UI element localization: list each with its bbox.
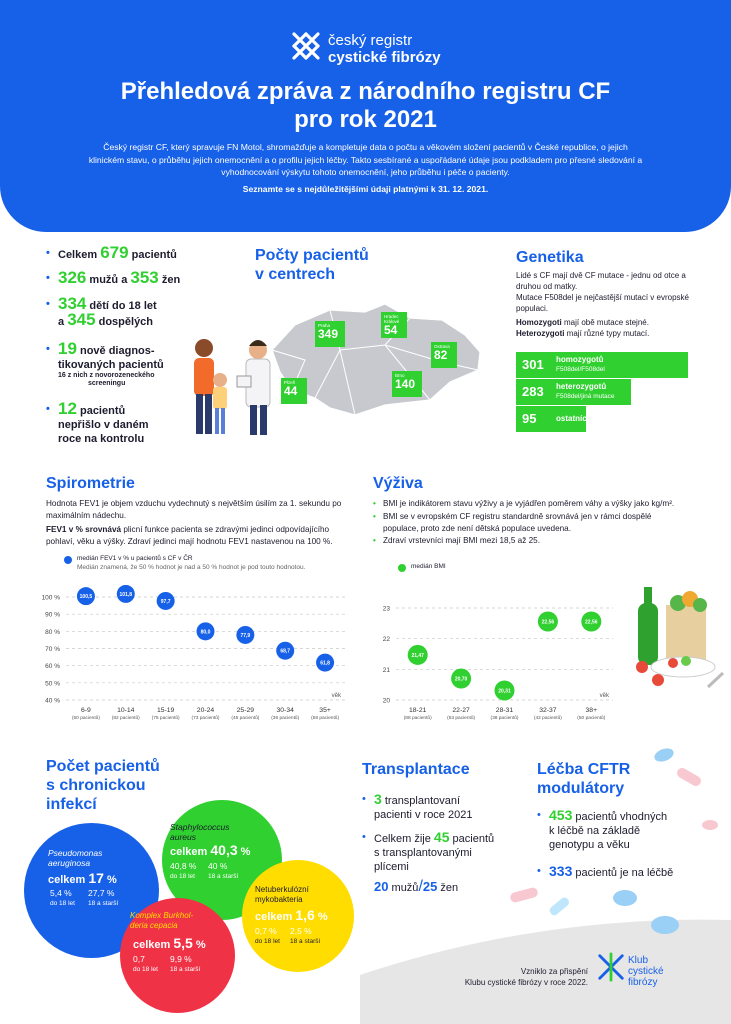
center-pin-4 [431, 342, 457, 368]
center-pin-0 [281, 378, 307, 404]
data-label: 61,8 [320, 660, 330, 667]
x-tick-label: 20-24 [196, 707, 215, 714]
title-line1: Přehledová zpráva z národního registru CF [120, 78, 611, 105]
y-tick-label: 90 % [45, 611, 60, 619]
cftr-title: Léčba CFTR modulátory [537, 761, 631, 797]
axis-unit: věk [599, 693, 609, 699]
data-label: 97,7 [160, 598, 171, 605]
center-city: Praha [318, 323, 331, 328]
bmi-legend-dot [398, 564, 406, 572]
club-logo-text: Klub cystické fibrózy [628, 955, 664, 988]
x-subtick-label: (73 pacientů) [191, 716, 220, 721]
axis-unit: věk [331, 693, 341, 699]
y-tick-label: 60 % [45, 663, 60, 671]
logo-line1: český registr [328, 32, 413, 49]
staph-la: do 18 let [170, 873, 195, 880]
czech-map [180, 290, 500, 460]
centers-title: Počty pacientů v centrech [255, 247, 369, 283]
data-label: 22,56 [541, 619, 555, 626]
burk-b: 9,9 % [170, 954, 192, 964]
data-label: 20,70 [454, 676, 468, 683]
stat-total: • Celkem 679 pacientů [46, 246, 177, 262]
spirometry-title: Spirometrie [46, 475, 135, 492]
fev-chart [40, 585, 350, 725]
data-label: 101,8 [119, 591, 133, 598]
center-count: 82 [434, 348, 448, 362]
fev-legend-dot [64, 556, 72, 564]
x-subtick-label: (75 pacientů) [151, 716, 180, 721]
myco-a: 0,7 % [255, 926, 277, 936]
transplant-gender: 20 mužů/25 žen [374, 878, 459, 895]
pills-illustration [500, 740, 731, 940]
x-subtick-label: (58 pacientů) [311, 716, 340, 721]
data-label: 21,47 [411, 652, 424, 659]
x-subtick-label: (42 pacientů) [533, 716, 562, 721]
stat-control: • 12 pacientů nepřišlo v daném roce na kontrolu [46, 402, 148, 446]
y-tick-label: 23 [382, 605, 390, 613]
myco-lb: 18 a starší [290, 938, 321, 945]
burk-total: celkem 5,5 % [133, 935, 206, 951]
y-tick-label: 70 % [45, 646, 60, 653]
genetics-box-homo: 301 homozygotů F508del/F508del [516, 352, 688, 378]
x-tick-label: 22-27 [452, 707, 470, 714]
nutrition-bullet-1: • BMI je indikátorem stavu výživy a je vyjádřen poměrem váhy a výšky jako kg/m². [373, 498, 703, 510]
genetics-box-other: 95 ostatních [516, 406, 586, 432]
spirometry-text: Hodnota FEV1 je objem vzduchu vydechnutý s největším úsilím za 1. sekundu po maximálním nádechu. FEV1 v % srovnává plicní funkce pacienta se zdravými jedinci odpovídajícího pohlaví, věku a výšky. Zdraví jedinci mají hodnotu FEV1 nastavenou na 100 %. [46, 499, 342, 546]
pseudo-la: do 18 let [50, 900, 75, 907]
x-tick-label: 6-9 [81, 707, 91, 714]
x-subtick-label: (45 pacientů) [231, 716, 260, 721]
x-subtick-label: (50 pacientů) [577, 716, 606, 721]
staph-total: celkem 40,3 % [170, 842, 251, 858]
staph-a: 40,8 % [170, 861, 197, 871]
burk-lb: 18 a starší [170, 966, 201, 973]
y-tick-label: 50 % [45, 680, 60, 688]
burk-name: Komplex Burkhol- deria cepacia [130, 911, 194, 930]
pseudo-a: 5,4 % [50, 888, 72, 898]
transplant-title: Transplantace [362, 761, 470, 778]
intro-text: Český registr CF, který spravuje FN Motol, shromažďuje a kompletuje data o počtu a věkovém složení pacientů v České republice, o jejich klinickém stavu, o průběhu jejich onemocnění a o profilu jejich léčby. Takto sesbírané a uspořádané údaje jsou podkladem pro přesné sledování a vyhodnocování výskytu tohoto onemocnění, jeho průběhu i péče o pacienty. [88, 142, 643, 178]
x-tick-label: 25-29 [236, 707, 255, 714]
y-tick-label: 100 % [41, 594, 60, 602]
y-tick-label: 20 [382, 697, 390, 705]
transplant-item-1: • 3 transplantovaní pacienti v roce 2021 [362, 792, 472, 822]
fev-legend-note: Medián znamená, že 50 % hodnot je nad a 50 % hodnot je pod touto hodnotou. [77, 564, 306, 571]
nutrition-bullet-3: • Zdraví vrstevníci mají BMI mezi 18,5 až 25. [373, 535, 673, 547]
pseudo-b: 27,7 % [88, 888, 115, 898]
center-pin-3 [392, 371, 422, 397]
x-subtick-label: (82 pacientů) [111, 716, 140, 721]
y-tick-label: 21 [382, 666, 390, 674]
data-label: 20,31 [498, 688, 511, 695]
x-subtick-label: (36 pacientů) [271, 716, 300, 721]
people-illustration [194, 339, 270, 435]
cftr-item-1: • 453 pacientů vhodných k léčbě na základě genotypu a věku [537, 808, 667, 852]
center-count: 54 [384, 323, 398, 337]
y-tick-label: 80 % [45, 628, 60, 636]
nutrition-title: Výživa [373, 475, 423, 492]
genetics-title: Genetika [516, 249, 584, 266]
transplant-item-2: • Celkem žije 45 pacientů s transplantovanými plícemi [362, 830, 494, 874]
nutrition-bullet-2: • BMI se v evropském CF registru standardně srovnává jen v rámci dospělé populace, proto zde není dětská populace uvedena. [373, 511, 673, 534]
genetics-text: Lidé s CF mají dvě CF mutace - jednu od otce a druhou od matky. Mutace F508del je nejčastější mutací v evropské populaci. Homozygoti mají obě mutace stejné. Heterozygoti mají různé typy mutací. [516, 271, 689, 338]
data-label: 68,7 [280, 648, 291, 655]
data-label: 22,56 [585, 619, 598, 626]
registry-logo [290, 30, 470, 70]
x-subtick-label: (50 pacientů) [71, 716, 100, 721]
food-illustration [628, 575, 731, 695]
infections-title: Počet pacientů s chronickou infekcí [46, 758, 160, 813]
intro-date: Seznamte se s nejdůležitějšími údaji platnými k 31. 12. 2021. [242, 184, 489, 194]
center-pin-1 [315, 321, 345, 347]
myco-name: Netuberkulózní mykobakteria [255, 885, 309, 904]
center-pin-2 [381, 312, 407, 338]
y-tick-label: 40 % [45, 697, 60, 705]
x-subtick-label: (88 pacientů) [403, 716, 432, 721]
data-label: 100,5 [79, 594, 93, 601]
pseudo-lb: 18 a starší [88, 900, 119, 907]
staph-name: Staphylococcus aureus [170, 822, 230, 842]
fev-legend: medián FEV1 v % u pacientů s CF v ČR [77, 555, 193, 562]
myco-total: celkem 1,6 % [255, 907, 328, 923]
stat-age: • 334 dětí do 18 let a 345 dospělých [46, 297, 157, 329]
cftr-item-2: • 333 pacientů je na léčbě [537, 864, 673, 880]
burk-a: 0,7 [133, 954, 145, 964]
bmi-legend: medián BMI [411, 563, 446, 570]
club-logo-icon [596, 952, 626, 982]
x-subtick-label: (53 pacientů) [447, 716, 476, 721]
center-city: Plzeň [284, 380, 296, 385]
footer-credit: Vzniklo za přispění Klubu cystické fibrózy v roce 2022. [464, 967, 588, 987]
staph-b: 40 % [208, 861, 228, 871]
x-tick-label: 18-21 [409, 707, 427, 714]
stat-new: • 19 nově diagnos- tikovaných pacientů 16 z nich z novorozeneckého screeningu [46, 342, 164, 388]
myco-b: 2,5 % [290, 926, 312, 936]
x-subtick-label: (38 pacientů) [490, 716, 519, 721]
center-count: 349 [318, 327, 339, 341]
bmi-chart [368, 588, 618, 724]
x-tick-label: 32-37 [539, 707, 557, 714]
y-tick-label: 22 [382, 636, 390, 644]
center-city: Hradec Králové [384, 314, 400, 324]
genetics-box-hetero: 283 heterozygotů F508del/jiná mutace [516, 379, 631, 405]
x-tick-label: 35+ [319, 707, 331, 714]
data-label: 80,0 [200, 629, 211, 636]
center-count: 44 [284, 384, 298, 398]
header [0, 0, 731, 232]
center-city: Brno [395, 373, 405, 378]
registry-logo-icon [290, 30, 322, 62]
pseudo-total: celkem 17 % [48, 870, 117, 886]
page-title [0, 78, 731, 134]
x-tick-label: 38+ [585, 707, 598, 714]
x-tick-label: 28-31 [495, 707, 514, 714]
center-city: Ostrava [434, 344, 450, 349]
burk-la: do 18 let [133, 966, 158, 973]
x-tick-label: 30-34 [276, 707, 294, 714]
x-tick-label: 15-19 [156, 707, 175, 714]
title-line2: pro rok 2021 [294, 106, 437, 133]
logo-line2: cystické fibrózy [328, 49, 441, 66]
x-tick-label: 10-14 [117, 707, 135, 714]
data-label: 77,9 [240, 632, 251, 639]
center-count: 140 [395, 377, 416, 391]
pseudo-name: Pseudomonas aeruginosa [48, 848, 103, 868]
myco-la: do 18 let [255, 938, 280, 945]
staph-lb: 18 a starší [208, 873, 239, 880]
stat-gender: • 326 mužů a 353 žen [46, 271, 180, 287]
